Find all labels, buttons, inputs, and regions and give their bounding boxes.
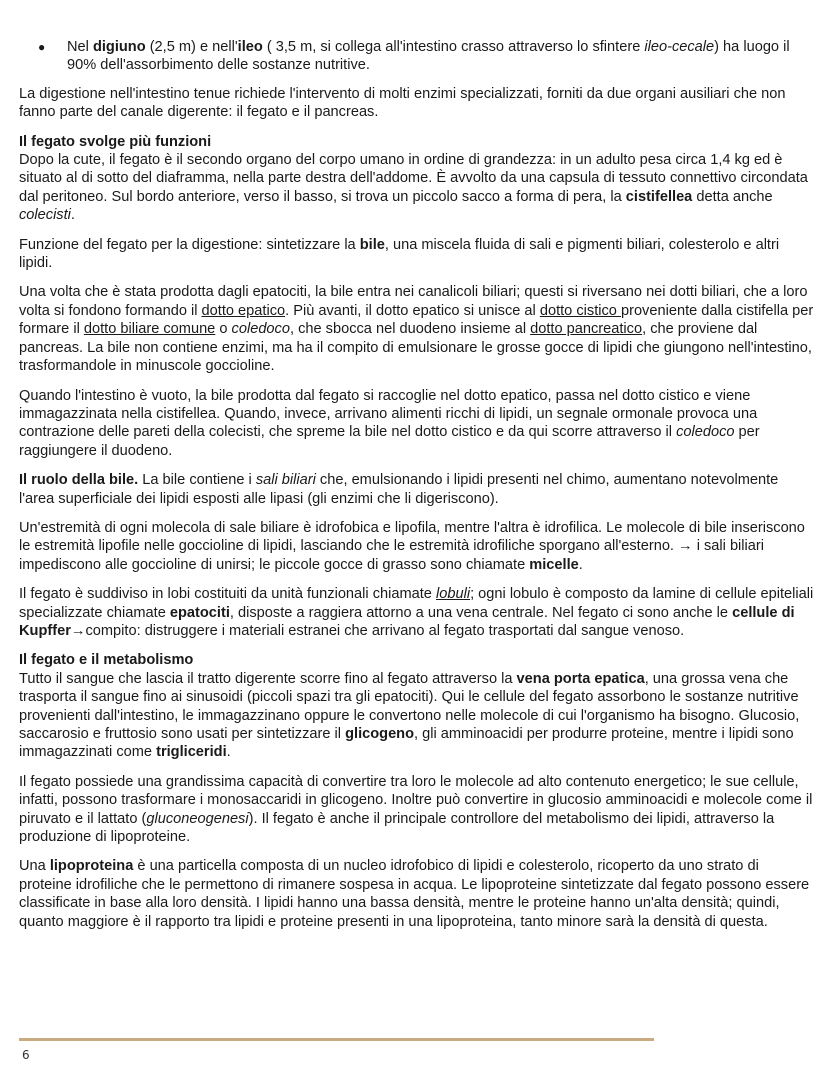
paragraph-lobuli: Il fegato è suddiviso in lobi costituiti da unità funzionali chiamate lobuli; ogni lobulo è composto da lamine di cellule epiteliali specializzate chiamate epatociti, disposte a raggiera attorno a una vena centrale. Nel fegato ci sono anche le cellule di Kupffer→compito: distruggere i materiali estranei che arrivano al fegato trasportati dal sangue venoso.	[19, 586, 814, 639]
section-heading-metabolismo: Il fegato e il metabolismo	[19, 652, 194, 669]
paragraph-ruolo-bile: Il ruolo della bile. La bile contiene i sali biliari che, emulsionando i lipidi presenti nel chimo, aumentano notevolmente l'area superficiale dei lipidi esposti alle lipasi (gli enzimi che li digeriscono).	[19, 472, 779, 507]
section-heading-fegato-funzioni: Il fegato svolge più funzioni	[19, 133, 212, 150]
page-number: 6	[22, 1048, 30, 1062]
paragraph-micelle: Un'estremità di ogni molecola di sale biliare è idrofobica e lipofila, mentre l'altra è idrofilica. Le molecole di bile inseriscono le estremità lipofile nelle goccioline di lipidi, lasciando che le estremità idrofiliche sporgano all'esterno. → i sali biliari impediscono alle goccioline di unirsi; le piccole gocce di grasso sono chiamate micelle.	[19, 519, 805, 573]
paragraph-lipoproteina: Una lipoproteina è una particella composta di un nucleo idrofobico di lipidi e colesterolo, ricoperto da uno strato di proteine idrofiliche che le permettono di rimanere sospesa in acqua. Le lipoproteine sintetizzate dal fegato possono essere classificate in base alla loro densità. I lipidi hanno una bassa densità, mentre le proteine hanno un'alta densità; quindi, quanto maggiore è il rapporto tra lipidi e proteine presenti in una lipoproteina, tanto minore sarà la densità di questa.	[19, 858, 810, 930]
bullet-dot-icon: ●	[38, 40, 46, 54]
paragraph-intro: La digestione nell'intestino tenue richiede l'intervento di molti enzimi specializzati, forniti da due organi ausiliari che non fanno parte del canale digerente: il fegato e il pancreas.	[19, 85, 786, 121]
bullet-text: Nel digiuno (2,5 m) e nell'ileo ( 3,5 m, si collega all'intestino crasso attraverso lo sfintere ileo-cecale) ha luogo il 90% dell'assorbimento delle sostanze nutritive.	[67, 39, 790, 74]
footer-divider	[19, 1038, 654, 1041]
paragraph-dotti-biliari: Una volta che è stata prodotta dagli epatociti, la bile entra nei canalicoli biliari; questi si riversano nei dotti biliari, che a loro volta si fondono formando il dotto epatico. Più avanti, il dotto epatico si unisce al dotto cistico proveniente dalla cistifella per formare il dotto biliare comune o coledoco, che sbocca nel duodeno insieme al dotto pancreatico, che proviene dal pancreas. La bile non contiene enzimi, ma ha il compito di emulsionare le grosse gocce di lipidi che giungono nell'intestino, trasformandole in minuscole goccioline.	[19, 284, 814, 375]
paragraph-funzione-bile: Funzione del fegato per la digestione: sintetizzare la bile, una miscela fluida di sali e pigmenti biliari, colesterolo e altri lipidi.	[19, 236, 780, 272]
paragraph-vena-porta: Tutto il sangue che lascia il tratto digerente scorre fino al fegato attraverso la vena porta epatica, una grossa vena che trasporta il sangue fino ai sinusoidi (piccoli spazi tra gli epatociti). Qui le cellule del fegato assorbono le sostanze nutritive provenienti dall'intestino, le immagazzinano oppure le convertono nelle molecole di cui l'organismo ha bisogno. Glucosio, saccarosio e fruttosio sono usati per sintetizzare il glicogeno, gli amminoacidi per produrre proteine, mentre i lipidi sono immagazzinati come trigliceridi.	[19, 670, 800, 761]
document-page	[19, 38, 814, 942]
paragraph-conversione: Il fegato possiede una grandissima capacità di convertire tra loro le molecole ad alto contenuto energetico; le sue cellule, infatti, possono trasformare i monosaccaridi in glicogeno. Inoltre può convertire in glucosio amminoacidi e molecole come il piruvato e il lattato (gluconeogenesi). Il fegato è anche il principale controllore del metabolismo dei lipidi, attraverso la produzione di lipoproteine.	[19, 773, 813, 846]
paragraph-intestino-vuoto: Quando l'intestino è vuoto, la bile prodotta dal fegato si raccoglie nel dotto epatico, passa nel dotto cistico e viene immagazzinata nella cistifellea. Quando, invece, arrivano alimenti ricchi di lipidi, un segnale ormonale provoca una contrazione delle pareti della colecisti, che spreme la bile nel dotto cistico e da qui scorre attraverso il coledoco per raggiungere il duodeno.	[19, 387, 760, 459]
bullet-item-digiuno-ileo	[19, 38, 814, 75]
paragraph-fegato-descrizione: Dopo la cute, il fegato è il secondo organo del corpo umano in ordine di grandezza: in un adulto pesa circa 1,4 kg ed è situato al di sotto del diaframma, nella parte destra dell'addome. È avvolto da una capsula di tessuto connettivo circondata dal peritoneo. Sul bordo anteriore, verso il basso, si trova un piccolo sacco a forma di pera, la cistifellea detta anche colecisti.	[19, 152, 808, 224]
